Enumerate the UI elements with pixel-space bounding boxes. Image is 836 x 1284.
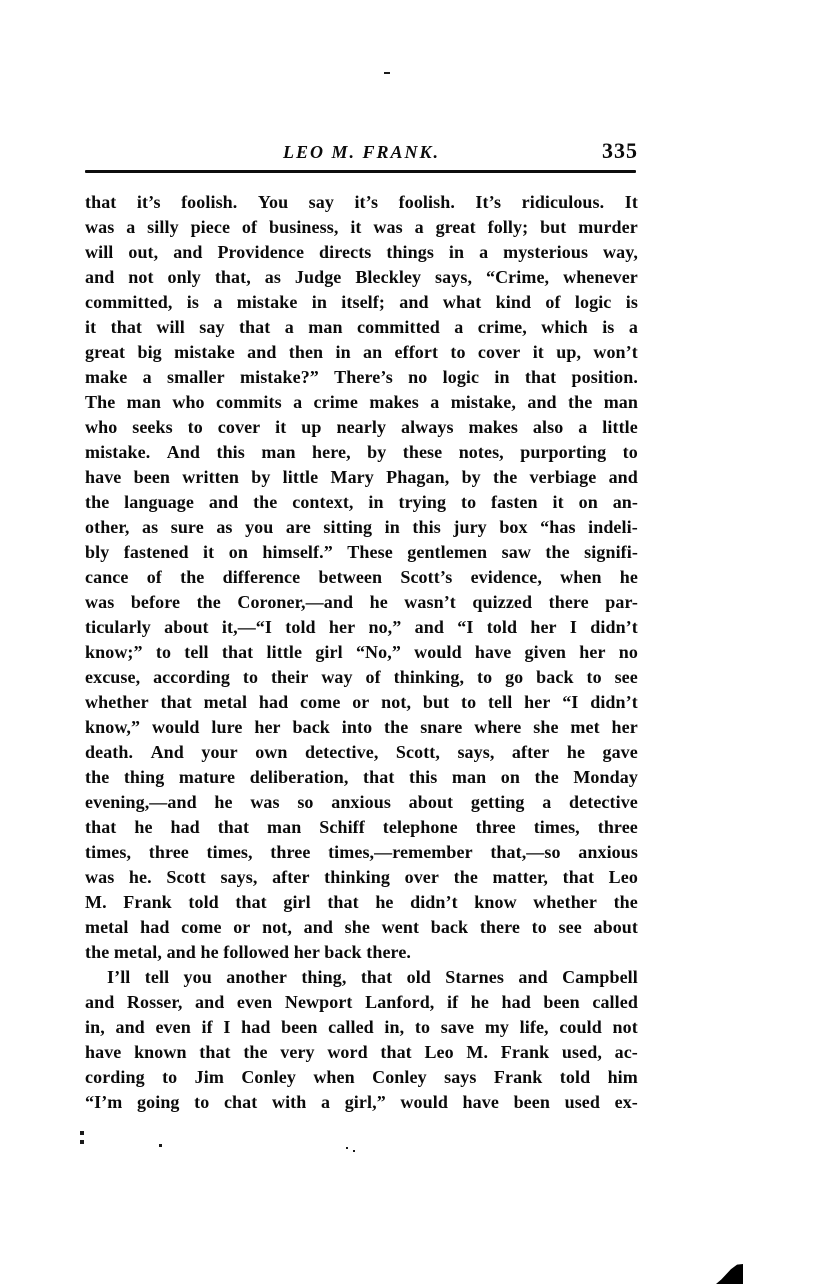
text-line: was he. Scott says, after thinking over the matter, that Leo [85,867,638,887]
ink-dot-pair-artifact [346,1147,348,1149]
text-line: the metal, and he followed her back there. [85,942,412,962]
text-line: know;” to tell that little girl “No,” would have given her no [85,642,638,662]
text-line: The man who commits a crime makes a mistake, and the man [85,392,638,412]
text-line: other, as sure as you are sitting in this jury box “has indeli- [85,517,638,537]
ink-colon-artifact [80,1131,84,1135]
text-line: excuse, according to their way of thinking, to go back to see [85,667,638,687]
ink-dot-artifact [159,1144,162,1147]
text-line: the thing mature deliberation, that this man on the Monday [85,767,638,787]
text-line: ticularly about it,—“I told her no,” and “I told her I didn’t [85,617,638,637]
text-line: times, three times, three times,—remember that,—so anxious [85,842,638,862]
text-line: have been written by little Mary Phagan, by the verbiage and [85,467,638,487]
text-line: have known that the very word that Leo M. Frank used, ac- [85,1042,638,1062]
text-line: that it’s foolish. You say it’s foolish. It’s ridiculous. It [85,192,638,212]
ink-dash-artifact [384,72,390,74]
text-line: committed, is a mistake in itself; and what kind of logic is [85,292,638,312]
text-line: whether that metal had come or not, but to tell her “I didn’t [85,692,638,712]
text-line: and Rosser, and even Newport Lanford, if he had been called [85,992,638,1012]
text-line: the language and the context, in trying to fasten it on an- [85,492,638,512]
text-line: that he had that man Schiff telephone three times, three [85,817,638,837]
page-number: 335 [602,138,638,163]
text-line: make a smaller mistake?” There’s no logic in that position. [85,367,638,387]
text-block [85,190,638,1115]
text-line: death. And your own detective, Scott, says, after he gave [85,742,638,762]
text-line: was a silly piece of business, it was a great folly; but murder [85,217,638,237]
text-line: evening,—and he was so anxious about getting a detective [85,792,638,812]
running-header [85,139,638,167]
page-corner-mark [716,1263,743,1284]
text-line: know,” would lure her back into the snare where she met her [85,717,638,737]
text-line: who seeks to cover it up nearly always makes also a little [85,417,638,437]
text-line: was before the Coroner,—and he wasn’t quizzed there par- [85,592,638,612]
text-line: mistake. And this man here, by these notes, purporting to [85,442,638,462]
text-line: bly fastened it on himself.” These gentlemen saw the signifi- [85,542,638,562]
text-line: will out, and Providence directs things in a mysterious way, [85,242,638,262]
text-line: “I’m going to chat with a girl,” would have been used ex- [85,1092,638,1112]
text-line: M. Frank told that girl that he didn’t know whether the [85,892,638,912]
text-line: great big mistake and then in an effort to cover it up, won’t [85,342,638,362]
text-line: and not only that, as Judge Bleckley says, “Crime, whenever [85,267,638,287]
text-line: metal had come or not, and she went back there to see about [85,917,638,937]
text-line: I’ll tell you another thing, that old Starnes and Campbell [107,967,638,987]
text-line: cording to Jim Conley when Conley says Frank told him [85,1067,638,1087]
text-line: it that will say that a man committed a crime, which is a [85,317,638,337]
text-line: cance of the difference between Scott’s evidence, when he [85,567,638,587]
page-title: LEO M. FRANK. [282,142,441,162]
header-rule [85,170,636,173]
text-line: in, and even if I had been called in, to save my life, could not [85,1017,638,1037]
